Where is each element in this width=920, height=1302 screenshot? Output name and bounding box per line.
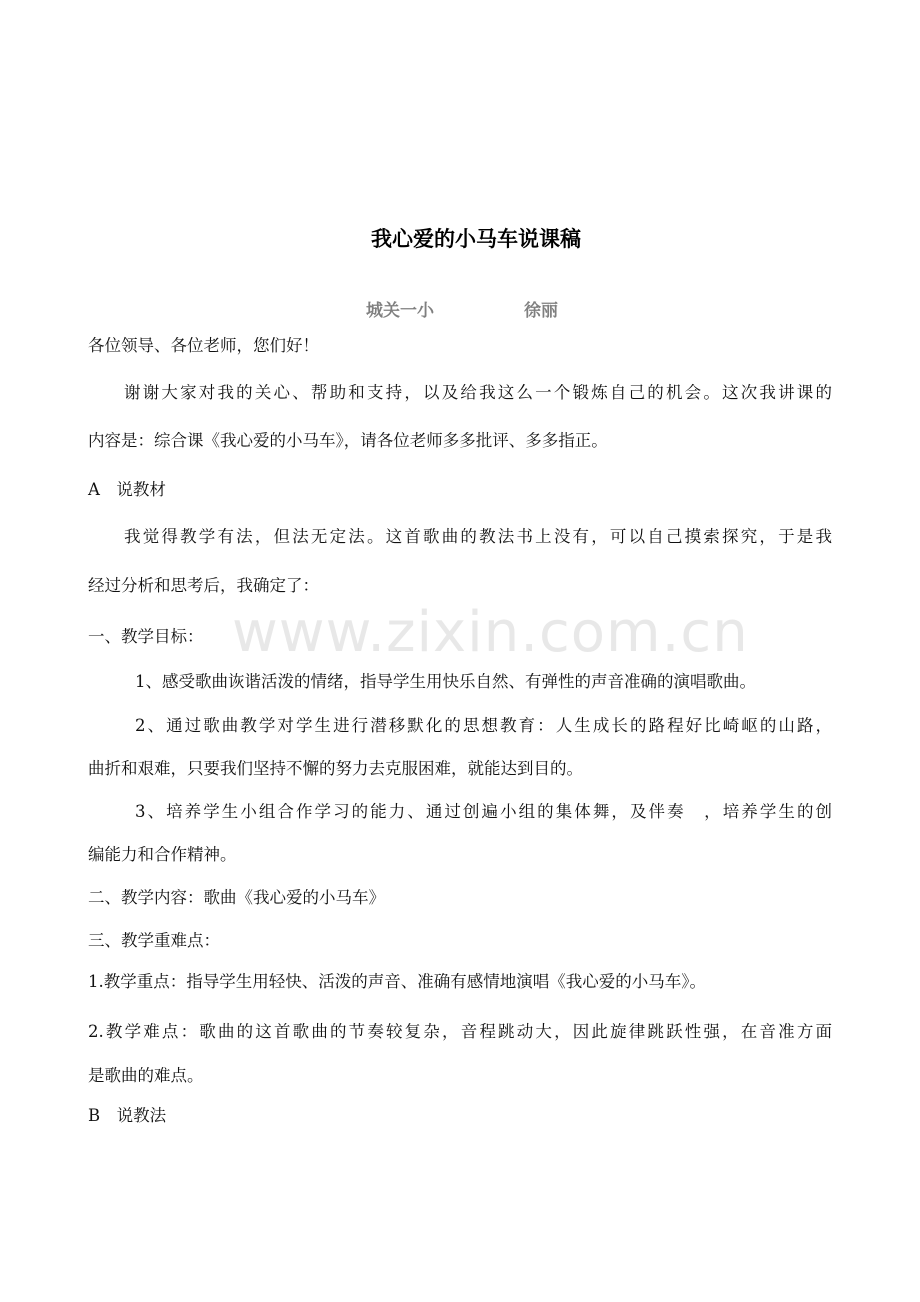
heading-teaching-content: 二、教学内容：歌曲《我心爱的小马车》 (88, 888, 385, 907)
paragraph-thanks-line2: 内容是：综合课《我心爱的小马车》，请各位老师多多批评、多多指正。 (88, 431, 608, 450)
goal-item-3-line1: 3、培养学生小组合作学习的能力、通过创遍小组的集体舞，及伴奏 ，培养学生的创 (135, 802, 832, 821)
document-title: 我心爱的小马车说课稿 (371, 227, 581, 251)
goal-item-2-line1: 2、通过歌曲教学对学生进行潜移默化的思想教育：人生成长的路程好比崎岖的山路， (135, 716, 832, 735)
heading-teaching-goals: 一、教学目标： (88, 627, 204, 646)
paragraph-thanks-line1: 谢谢大家对我的关心、帮助和支持，以及给我这么一个锻炼自己的机会。这次我讲课的 (124, 383, 832, 402)
paragraph-method-line2: 经过分析和思考后，我确定了： (88, 576, 319, 595)
paragraph-method-line1: 我觉得教学有法，但法无定法。这首歌曲的教法书上没有，可以自己摸索探究，于是我 (124, 527, 832, 546)
goal-item-3-line2: 编能力和合作精神。 (88, 845, 237, 864)
goal-item-2-line2: 曲折和艰难，只要我们坚持不懈的努力去克服困难，就能达到目的。 (88, 759, 583, 778)
goal-item-1: 1、感受歌曲诙谐活泼的情绪，指导学生用快乐自然、有弹性的声音准确的演唱歌曲。 (135, 672, 756, 691)
key-point-1: 1.教学重点：指导学生用轻快、活泼的声音、准确有感情地演唱《我心爱的小马车》。 (88, 972, 706, 991)
key-point-2-line1: 2.教学难点：歌曲的这首歌曲的节奏较复杂，音程跳动大，因此旋律跳跃性强，在音准方面 (88, 1022, 832, 1041)
author-name: 徐丽 (524, 301, 558, 321)
section-heading-a: A 说教材 (88, 480, 166, 499)
heading-key-points: 三、教学重难点： (88, 931, 220, 950)
watermark: www.zixin.com.cn (232, 600, 749, 665)
paragraph-greeting: 各位领导、各位老师，您们好！ (88, 336, 319, 355)
section-heading-b: B 说教法 (88, 1106, 167, 1125)
key-point-2-line2: 是歌曲的难点。 (88, 1066, 204, 1085)
author-school: 城关一小 (366, 301, 434, 321)
